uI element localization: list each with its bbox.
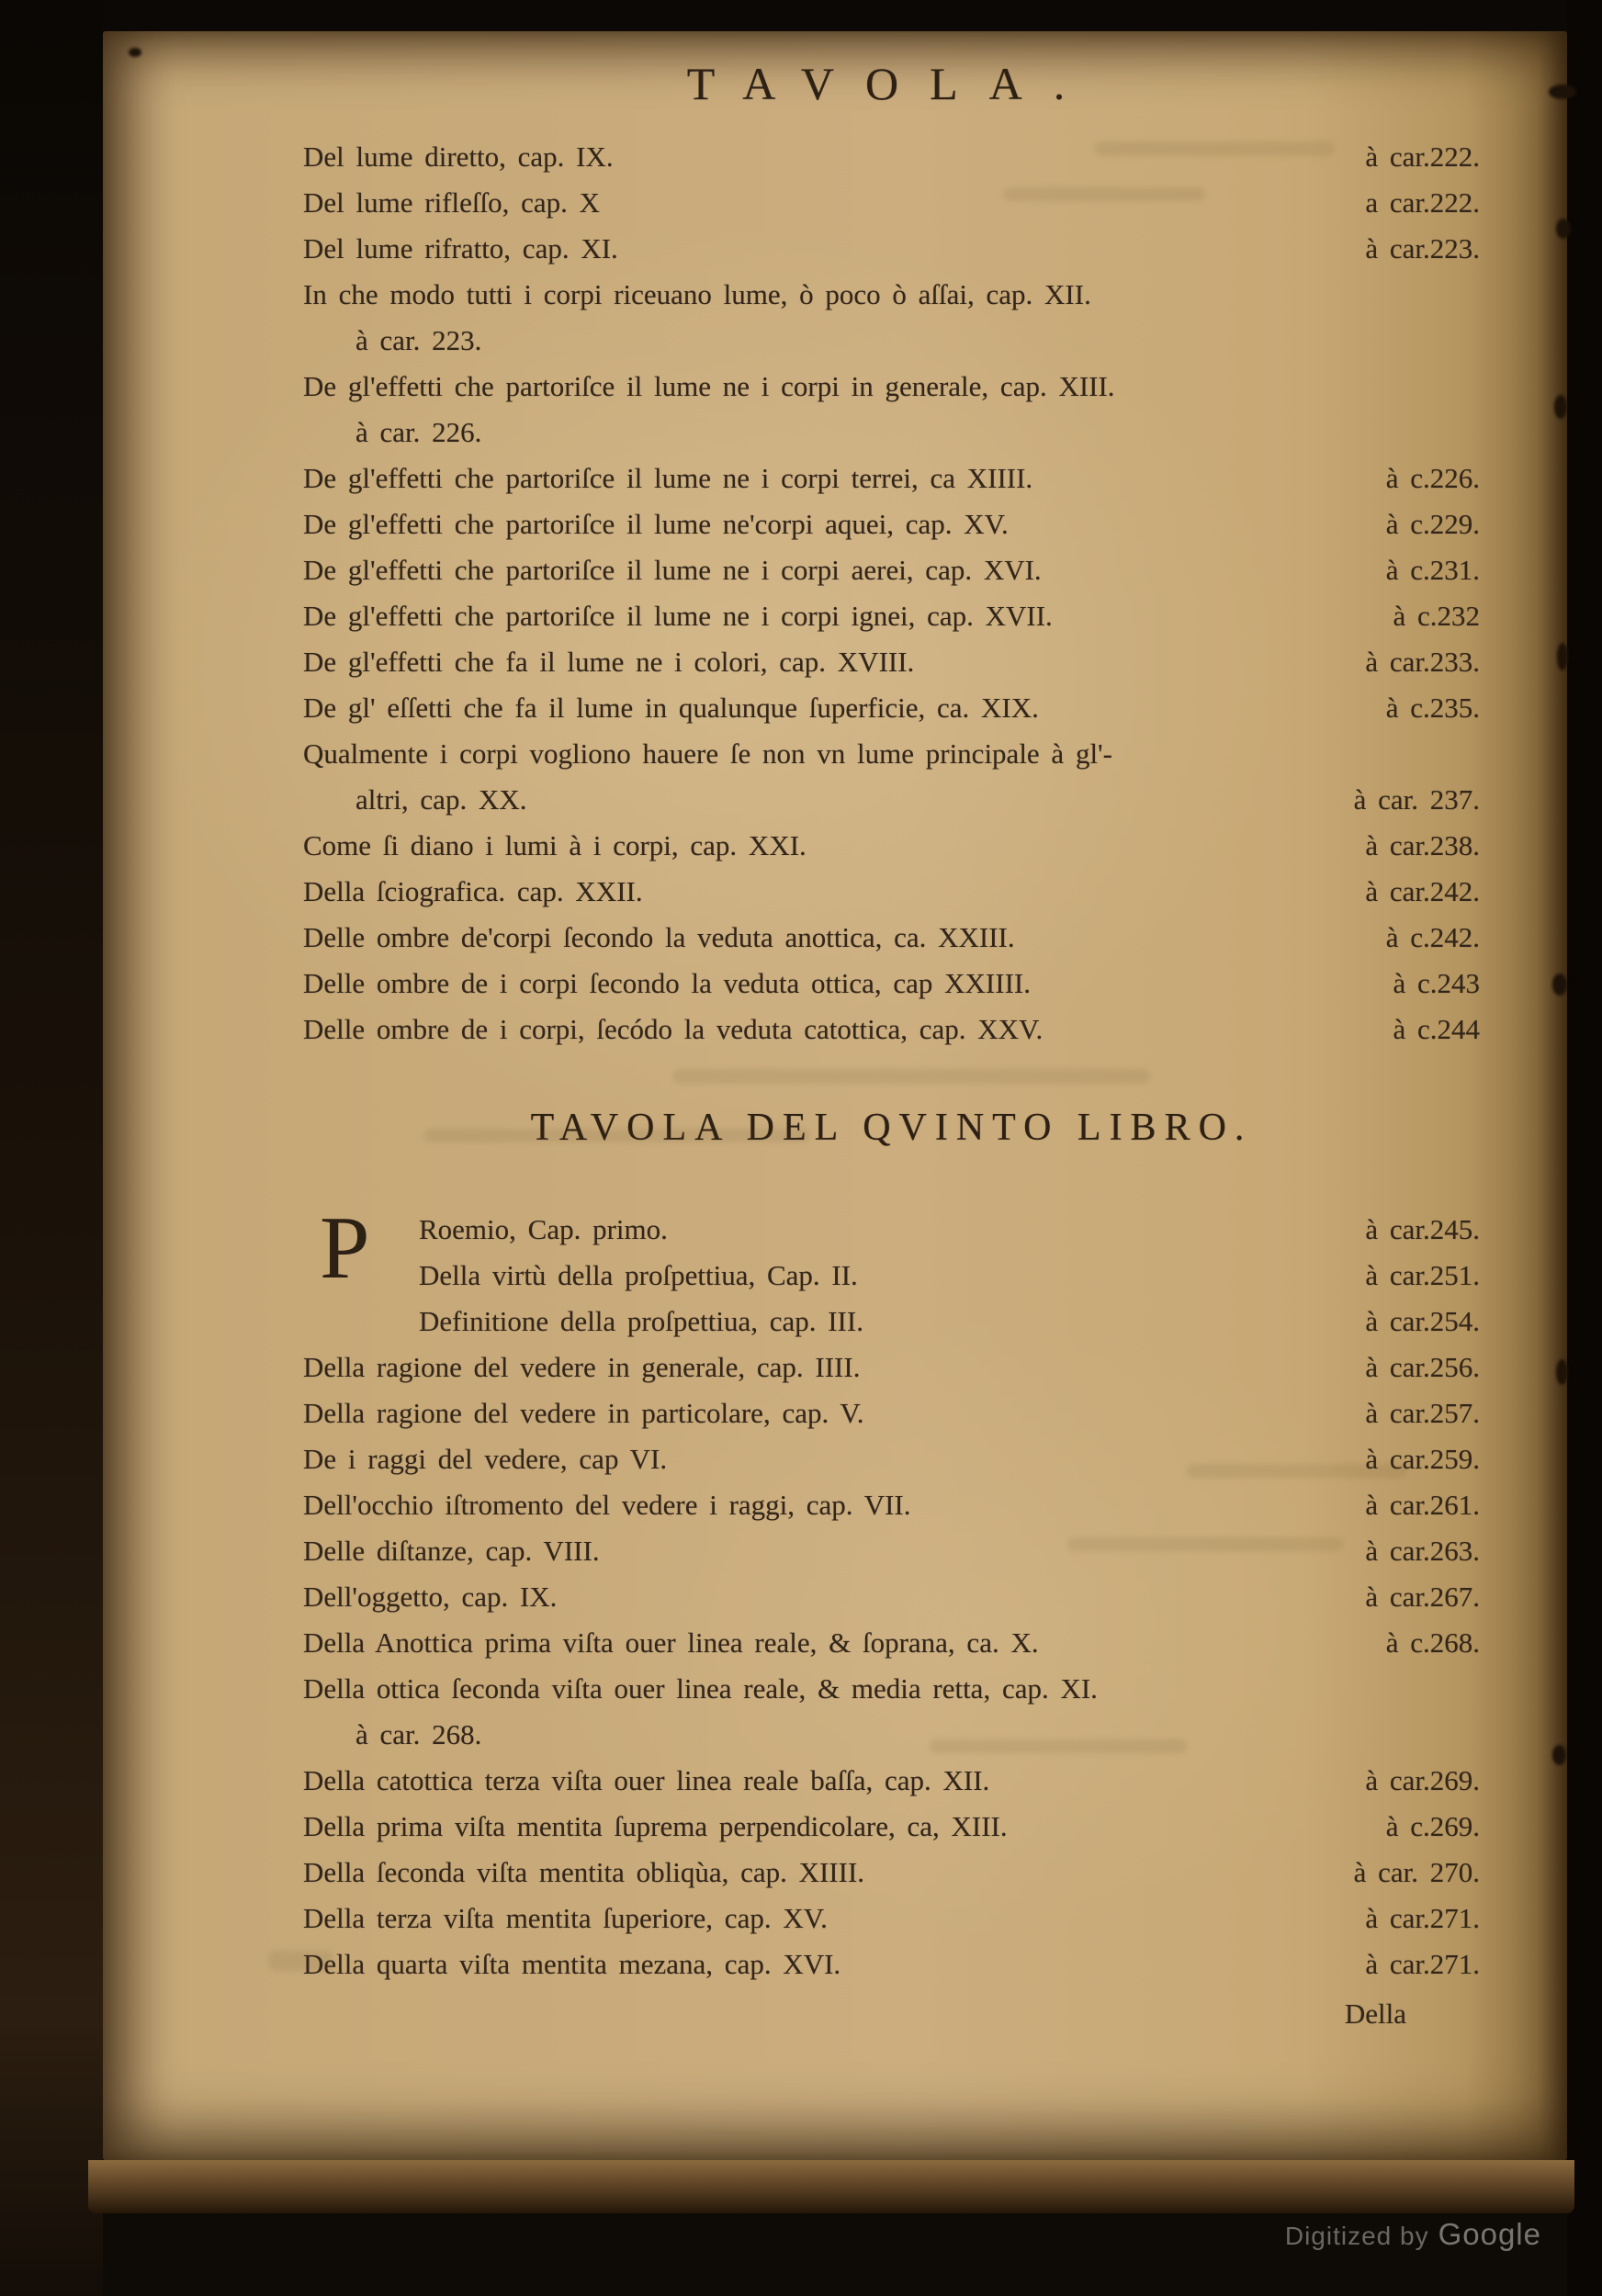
entry-page-ref: à car.271. xyxy=(1365,1902,1480,1934)
watermark-brand: Google xyxy=(1438,2217,1541,2251)
entry-title: Della ottica ſeconda viſta ouer linea reale, & media retta, cap. XI. xyxy=(303,1672,1098,1705)
entry-page-ref: à c.231. xyxy=(1385,554,1480,586)
toc-entry xyxy=(303,823,1480,869)
entry-page-ref: à c.235. xyxy=(1385,692,1480,724)
entry-page-ref: à car.256. xyxy=(1365,1351,1480,1383)
scan-speck xyxy=(1549,84,1576,99)
toc-entry xyxy=(303,731,1480,777)
entry-page-ref: à car.259. xyxy=(1365,1443,1480,1475)
entry-title: Come ſi diano i lumi à i corpi, cap. XXI. xyxy=(303,829,807,861)
entry-page-ref: à c.243 xyxy=(1393,967,1480,999)
signature-mark-smudge xyxy=(268,1951,333,1971)
entry-title: Delle diſtanze, cap. VIII. xyxy=(303,1535,600,1567)
entry-title: De gl'effetti che partoriſce il lume ne i corpi terrei, ca XIIII. xyxy=(303,462,1033,494)
toc-entry xyxy=(303,1574,1480,1620)
toc-entry xyxy=(303,869,1480,915)
toc-entry xyxy=(303,1850,1480,1896)
toc-entry xyxy=(303,1299,1480,1345)
scan-speck xyxy=(129,48,141,57)
entry-title: Qualmente i corpi vogliono hauere ſe non vn lume principale à gl'- xyxy=(303,737,1112,770)
ink-bleed-artifact xyxy=(930,1739,1187,1753)
entry-page-ref: à car. 270. xyxy=(1353,1856,1480,1888)
drop-cap-initial: P xyxy=(320,1199,370,1298)
entry-title: De gl'effetti che partoriſce il lume ne i corpi aerei, cap. XVI. xyxy=(303,554,1042,586)
entry-title: à car. 268. xyxy=(355,1718,482,1750)
ink-bleed-artifact xyxy=(1067,1537,1343,1551)
toc-entry xyxy=(303,1007,1480,1052)
toc-entry xyxy=(303,318,1480,364)
toc-entry xyxy=(303,1896,1480,1941)
toc-entry xyxy=(303,1482,1480,1528)
entry-page-ref: à car.242. xyxy=(1365,875,1480,907)
entry-title: Delle ombre de i corpi, ſecódo la veduta catottica, cap. XXV. xyxy=(303,1013,1044,1045)
toc-entry xyxy=(303,272,1480,318)
entry-page-ref: à car.222. xyxy=(1365,141,1480,173)
scan-speck xyxy=(1552,1745,1566,1765)
entry-page-ref: à c.244 xyxy=(1393,1013,1480,1045)
scan-border-top xyxy=(0,0,1602,31)
entry-title: Della catottica terza viſta ouer linea reale baſſa, cap. XII. xyxy=(303,1764,990,1796)
toc-entry xyxy=(303,1666,1480,1712)
scan-speck xyxy=(1556,219,1571,239)
book5-section-title: TAVOLA DEL QVINTO LIBRO. xyxy=(530,1107,1253,1149)
toc-book4-list xyxy=(303,134,1480,1052)
entry-page-ref: à car.238. xyxy=(1365,829,1480,861)
scan-speck xyxy=(1554,395,1567,419)
ink-bleed-artifact xyxy=(424,1129,810,1142)
entry-title: Della ragione del vedere in generale, cap. IIII. xyxy=(303,1351,861,1383)
entry-title: à car. 226. xyxy=(355,416,482,448)
entry-page-ref: à car.257. xyxy=(1365,1397,1480,1429)
entry-page-ref: à car.254. xyxy=(1365,1305,1480,1337)
entry-title: Della ragione del vedere in particolare, cap. V. xyxy=(303,1397,864,1429)
toc-entry xyxy=(303,456,1480,501)
entry-page-ref: à car.251. xyxy=(1365,1259,1480,1291)
entry-title: De gl'effetti che partoriſce il lume ne i corpi ignei, cap. XVII. xyxy=(303,600,1053,632)
toc-entry xyxy=(303,1528,1480,1574)
toc-entry xyxy=(303,1941,1480,1987)
entry-title: De gl'effetti che partoriſce il lume ne i corpi in generale, cap. XIII. xyxy=(303,370,1115,402)
entry-title: altri, cap. XX. xyxy=(355,783,527,816)
entry-page-ref: à car.233. xyxy=(1365,646,1480,678)
entry-page-ref: à car.263. xyxy=(1365,1535,1480,1567)
toc-entry xyxy=(303,501,1480,547)
entry-title: Della quarta viſta mentita mezana, cap. XVI. xyxy=(303,1948,841,1980)
entry-page-ref: à c.242. xyxy=(1385,921,1480,953)
toc-entry xyxy=(303,1758,1480,1804)
toc-entry xyxy=(303,593,1480,639)
ink-bleed-artifact xyxy=(1187,1464,1407,1478)
entry-title: De gl'effetti che fa il lume ne i colori, cap. XVIII. xyxy=(303,646,915,678)
book-page-block-edge xyxy=(88,2160,1574,2213)
toc-entry xyxy=(303,1712,1480,1758)
ink-bleed-artifact xyxy=(672,1069,1150,1084)
toc-entry xyxy=(303,1345,1480,1390)
entry-page-ref: à c.226. xyxy=(1385,462,1480,494)
entry-title: Delle ombre de'corpi ſecondo la veduta anottica, ca. XXIII. xyxy=(303,921,1015,953)
entry-page-ref: à car.245. xyxy=(1365,1213,1480,1245)
entry-title: Del lume rifleſſo, cap. X xyxy=(303,186,601,219)
toc-entry xyxy=(303,226,1480,272)
entry-page-ref: à c.268. xyxy=(1385,1626,1480,1659)
entry-page-ref: à car.223. xyxy=(1365,232,1480,264)
entry-title: Della virtù della proſpettiua, Cap. II. xyxy=(419,1259,858,1291)
scan-speck xyxy=(1552,974,1567,996)
entry-page-ref: à car. 237. xyxy=(1353,783,1480,816)
entry-title: Della ſciografica. cap. XXII. xyxy=(303,875,643,907)
toc-book5-list xyxy=(303,1199,1480,1987)
toc-entry xyxy=(303,915,1480,961)
entry-title: Della Anottica prima viſta ouer linea reale, & ſoprana, ca. X. xyxy=(303,1626,1039,1659)
digitization-watermark xyxy=(1285,2217,1541,2252)
page-title: TAVOLA. xyxy=(686,58,1097,109)
toc-entry xyxy=(303,547,1480,593)
entry-title: In che modo tutti i corpi riceuano lume, ò poco ò aſſai, cap. XII. xyxy=(303,278,1091,310)
entry-title: De i raggi del vedere, cap VI. xyxy=(303,1443,668,1475)
entry-title: Dell'occhio iſtromento del vedere i raggi, cap. VII. xyxy=(303,1489,911,1521)
toc-entry xyxy=(303,685,1480,731)
scan-border-right xyxy=(1567,0,1602,2296)
entry-title: Della terza viſta mentita ſuperiore, cap. XV. xyxy=(303,1902,828,1934)
toc-entry xyxy=(303,1253,1480,1299)
ink-bleed-artifact xyxy=(1003,187,1205,201)
toc-entry xyxy=(303,639,1480,685)
entry-page-ref: à car.269. xyxy=(1365,1764,1480,1796)
entry-page-ref: à car.267. xyxy=(1365,1581,1480,1613)
entry-page-ref: à c.232 xyxy=(1393,600,1480,632)
toc-entry xyxy=(303,410,1480,456)
scan-speck xyxy=(1556,1359,1568,1385)
page-content xyxy=(103,31,1567,2160)
ink-bleed-artifact xyxy=(1095,141,1334,156)
entry-title: Della ſeconda viſta mentita obliqùa, cap. XIIII. xyxy=(303,1856,865,1888)
toc-entry xyxy=(303,180,1480,226)
entry-title: De gl'effetti che partoriſce il lume ne'corpi aquei, cap. XV. xyxy=(303,508,1009,540)
toc-entry xyxy=(303,777,1480,823)
entry-title: Dell'oggetto, cap. IX. xyxy=(303,1581,558,1613)
toc-entry xyxy=(303,1620,1480,1666)
entry-title: à car. 223. xyxy=(355,324,482,356)
entry-title: Delle ombre de i corpi ſecondo la veduta ottica, cap XXIIII. xyxy=(303,967,1031,999)
page xyxy=(103,31,1567,2160)
toc-entry xyxy=(303,1390,1480,1436)
entry-title: Definitione della proſpettiua, cap. III. xyxy=(419,1305,863,1337)
entry-page-ref: à c.269. xyxy=(1385,1810,1480,1842)
scan-speck xyxy=(1557,643,1568,670)
toc-entry xyxy=(303,364,1480,410)
entry-page-ref: à car.271. xyxy=(1365,1948,1480,1980)
scan-border-left xyxy=(0,0,103,2296)
catchword: Della xyxy=(1344,1998,1406,2030)
entry-title: De gl' eſſetti che fa il lume in qualunque ſuperficie, ca. XIX. xyxy=(303,692,1039,724)
entry-page-ref: à car.261. xyxy=(1365,1489,1480,1521)
entry-title: Del lume rifratto, cap. XI. xyxy=(303,232,618,264)
entry-page-ref: a car.222. xyxy=(1365,186,1480,219)
toc-entry xyxy=(303,961,1480,1007)
entry-title: Roemio, Cap. primo. xyxy=(419,1213,668,1245)
toc-entry xyxy=(303,1207,1480,1253)
watermark-prefix: Digitized by xyxy=(1284,2222,1429,2250)
toc-entry xyxy=(303,1804,1480,1850)
entry-page-ref: à c.229. xyxy=(1385,508,1480,540)
entry-title: Della prima viſta mentita ſuprema perpendicolare, ca, XIII. xyxy=(303,1810,1008,1842)
entry-title: Del lume diretto, cap. IX. xyxy=(303,141,614,173)
